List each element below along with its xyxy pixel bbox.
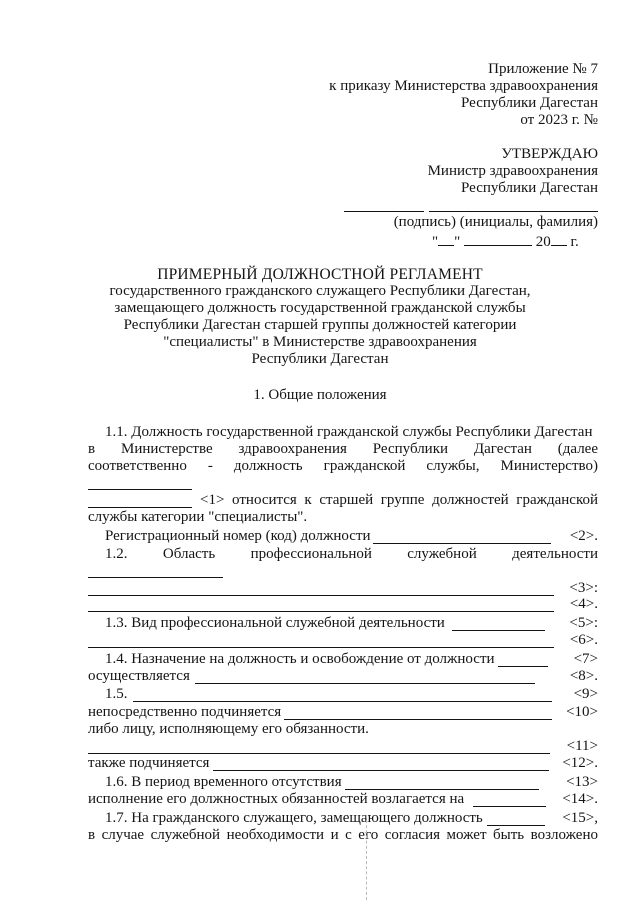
- subordinate-label: непосредственно подчиняется: [88, 704, 282, 720]
- ministry-republic: Республики Дагестан: [461, 95, 598, 111]
- scan-fold-mark: [366, 815, 367, 900]
- paragraph-1-4-line-1: 1.4. Назначение на должность и освобождение от должности: [105, 651, 495, 667]
- footnote-14: <14>.: [562, 791, 598, 807]
- footnote-15: <15>,: [562, 810, 598, 826]
- or-person-text: либо лицу, исполняющему его обязанности.: [88, 721, 369, 737]
- blank-line: [88, 611, 554, 612]
- blank-line: [498, 666, 548, 667]
- footnote-8: <8>.: [569, 668, 598, 684]
- approval-date: [432, 232, 579, 251]
- footnote-11: <11>: [566, 738, 598, 754]
- order-reference: к приказу Министерства здравоохранения: [329, 78, 598, 94]
- approver-position: Министр здравоохранения: [427, 163, 598, 179]
- blank-line: [88, 489, 192, 490]
- paragraph-1-6-line-1: 1.6. В период временного отсутствия: [105, 774, 342, 790]
- blank-line: [88, 577, 223, 578]
- day-blank: [438, 232, 454, 246]
- footnote-5: <5>:: [569, 615, 598, 631]
- document-title: ПРИМЕРНЫЙ ДОЛЖНОСТНОЙ РЕГЛАМЕНТ: [157, 266, 483, 283]
- registration-number-label: Регистрационный номер (код) должности: [105, 528, 371, 544]
- blank-line: [88, 753, 550, 754]
- blank-line: [133, 701, 552, 702]
- paragraph-1-6-line-2: исполнение его должностных обязанностей возлагается на: [88, 791, 465, 807]
- initials-line: [429, 211, 598, 212]
- blank-line: [88, 595, 554, 596]
- year-blank: [551, 232, 567, 246]
- blank-line: [195, 683, 535, 684]
- appendix-number: Приложение № 7: [488, 61, 598, 77]
- footnote-7: <7>: [573, 651, 598, 667]
- title-line-2: замещающего должность государственной гражданской службы: [114, 300, 526, 316]
- date-close-quote: ": [454, 234, 461, 250]
- year-prefix: 20: [535, 234, 551, 250]
- title-line-1: государственного гражданского служащего Республики Дагестан,: [109, 283, 531, 299]
- approve-label: УТВЕРЖДАЮ: [501, 146, 598, 162]
- footnote-13: <13>: [566, 774, 598, 790]
- footnote-9: <9>: [573, 686, 598, 702]
- blank-line: [284, 719, 552, 720]
- footnote-10: <10>: [566, 704, 598, 720]
- approver-republic: Республики Дагестан: [461, 180, 598, 196]
- paragraph-1-1-line-3: соответственно - должность гражданской службы, Министерство): [88, 458, 598, 474]
- paragraph-1-7-line-1: 1.7. На гражданского служащего, замещающего должность: [105, 810, 483, 826]
- footnote-2: <2>.: [569, 528, 598, 544]
- paragraph-1-1-line-5: службы категории "специалисты".: [88, 509, 308, 525]
- title-line-3: Республики Дагестан старшей группы должностей категории: [123, 317, 517, 333]
- paragraph-1-1-line-2: в Министерстве здравоохранения Республики Дагестан (далее: [88, 441, 598, 457]
- paragraph-1-7-line-2: в случае служебной необходимости и с его согласия может быть возложено: [88, 827, 598, 843]
- paragraph-1-2: 1.2. Область профессиональной служебной деятельности: [105, 546, 598, 562]
- also-subordinate-label: также подчиняется: [88, 755, 210, 771]
- blank-line: [88, 647, 554, 648]
- blank-line: [213, 770, 549, 771]
- year-suffix: г.: [570, 234, 579, 250]
- blank-line: [487, 825, 545, 826]
- blank-line: [452, 630, 545, 631]
- blank-line: [88, 507, 192, 508]
- paragraph-1-5: 1.5.: [105, 686, 128, 702]
- footnote-6: <6>.: [569, 632, 598, 648]
- title-line-4: "специалисты" в Министерстве здравоохранения: [163, 334, 477, 350]
- footnote-4: <4>.: [569, 596, 598, 612]
- footnote-3: <3>:: [569, 580, 598, 596]
- signature-caption: (подпись) (инициалы, фамилия): [393, 214, 598, 230]
- paragraph-1-4-line-2: осуществляется: [88, 668, 190, 684]
- paragraph-1-1-line-1: 1.1. Должность государственной гражданской службы Республики Дагестан: [105, 424, 593, 440]
- signature-line: [344, 211, 424, 212]
- blank-line: [373, 543, 551, 544]
- paragraph-1-1-line-4: <1> относится к старшей группе должностей гражданской: [200, 492, 598, 508]
- date-open-quote: ": [432, 234, 439, 250]
- month-blank: [464, 232, 532, 246]
- blank-line: [345, 789, 539, 790]
- footnote-12: <12>.: [562, 755, 598, 771]
- blank-line: [473, 806, 546, 807]
- section-heading: 1. Общие положения: [253, 387, 387, 403]
- paragraph-1-3: 1.3. Вид профессиональной служебной деятельности: [105, 615, 445, 631]
- order-date: от 2023 г. №: [520, 112, 598, 128]
- title-line-5: Республики Дагестан: [251, 351, 389, 367]
